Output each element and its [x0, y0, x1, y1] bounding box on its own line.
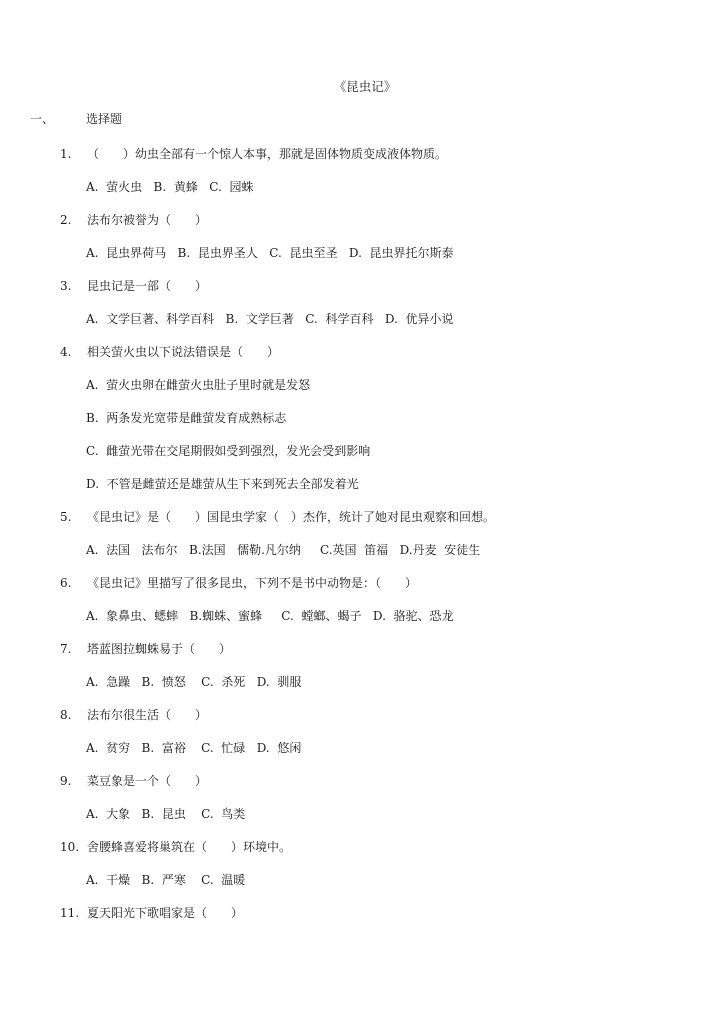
question — [60, 145, 447, 162]
question — [60, 343, 279, 360]
question-number: 5. — [60, 510, 72, 524]
question-number: 1. — [60, 147, 72, 161]
question-text: 菜豆象是一个（ ） — [87, 774, 208, 788]
answer-option: A. 昆虫界荷马 B. 昆虫界圣人 C. 昆虫至圣 D. 昆虫界托尔斯泰 — [86, 246, 454, 260]
question-number: 3. — [60, 279, 72, 293]
question-text: 夏天阳光下歌唱家是（ ） — [87, 906, 244, 920]
question-text: 法布尔很生活（ ） — [87, 708, 208, 722]
question-number: 9. — [60, 774, 72, 788]
answer-option: A. 急躁 B. 愤怒 C. 杀死 D. 驯服 — [86, 675, 302, 689]
question — [60, 838, 291, 855]
question — [60, 706, 207, 723]
document-title: 《昆虫记》 — [333, 79, 397, 94]
question — [60, 574, 417, 591]
answer-option: A. 文学巨著、科学百科 B. 文学巨著 C. 科学百科 D. 优异小说 — [86, 312, 454, 326]
answer-option: A. 象鼻虫、蟋蟀 B.蜘蛛、蜜蜂 C. 螳螂、蝎子 D. 骆驼、恐龙 — [86, 609, 454, 623]
question-number: 7. — [60, 642, 72, 656]
answer-option: A. 萤火虫 B. 黄蜂 C. 园蛛 — [86, 180, 254, 194]
answer-option: D. 不管是雌萤还是雄萤从生下来到死去全部发着光 — [86, 477, 359, 491]
answer-option: A. 干燥 B. 严寒 C. 温暖 — [86, 873, 246, 887]
answer-option: A. 萤火虫卵在雌萤火虫肚子里时就是发怒 — [86, 378, 311, 392]
question — [60, 211, 207, 228]
question-number: 6. — [60, 576, 72, 590]
question-text: 舍腰蜂喜爱将巢筑在（ ）环境中。 — [87, 840, 292, 854]
question-text: 昆虫记是一部（ ） — [87, 279, 208, 293]
question-text: 法布尔被誉为（ ） — [87, 213, 208, 227]
question — [60, 508, 495, 525]
question — [60, 640, 231, 657]
question-number: 8. — [60, 708, 72, 722]
question-number: 2. — [60, 213, 72, 227]
answer-option: A. 法国 法布尔 B.法国 儒勒.凡尔纳 C.英国 笛福 D.丹麦 安徒生 — [86, 543, 481, 557]
question-number: 11. — [60, 906, 80, 920]
question-text: 《昆虫记》里描写了很多昆虫，下列不是书中动物是：（ ） — [87, 576, 418, 590]
section-number: 一、 — [30, 112, 55, 126]
question — [60, 772, 207, 789]
answer-option: B. 两条发光宽带是雌萤发育成熟标志 — [86, 411, 287, 425]
answer-option: A. 大象 B. 昆虫 C. 鸟类 — [86, 807, 246, 821]
section-heading — [30, 110, 122, 127]
question-number: 10. — [60, 840, 80, 854]
question — [60, 904, 243, 921]
question-text: 《昆虫记》是（ ）国昆虫学家（ ）杰作，统计了她对昆虫观察和回想。 — [87, 510, 496, 524]
question-text: 相关萤火虫以下说法错误是（ ） — [87, 345, 280, 359]
section-label: 选择题 — [86, 112, 123, 126]
question-text: 塔蓝图拉蜘蛛易于（ ） — [87, 642, 232, 656]
answer-option: A. 贫穷 B. 富裕 C. 忙碌 D. 悠闲 — [86, 741, 302, 755]
question-text: （ ）幼虫全部有一个惊人本事，那就是固体物质变成液体物质。 — [87, 147, 448, 161]
answer-option: C. 雌萤光带在交尾期假如受到强烈，发光会受到影响 — [86, 444, 371, 458]
question — [60, 277, 207, 294]
question-number: 4. — [60, 345, 72, 359]
